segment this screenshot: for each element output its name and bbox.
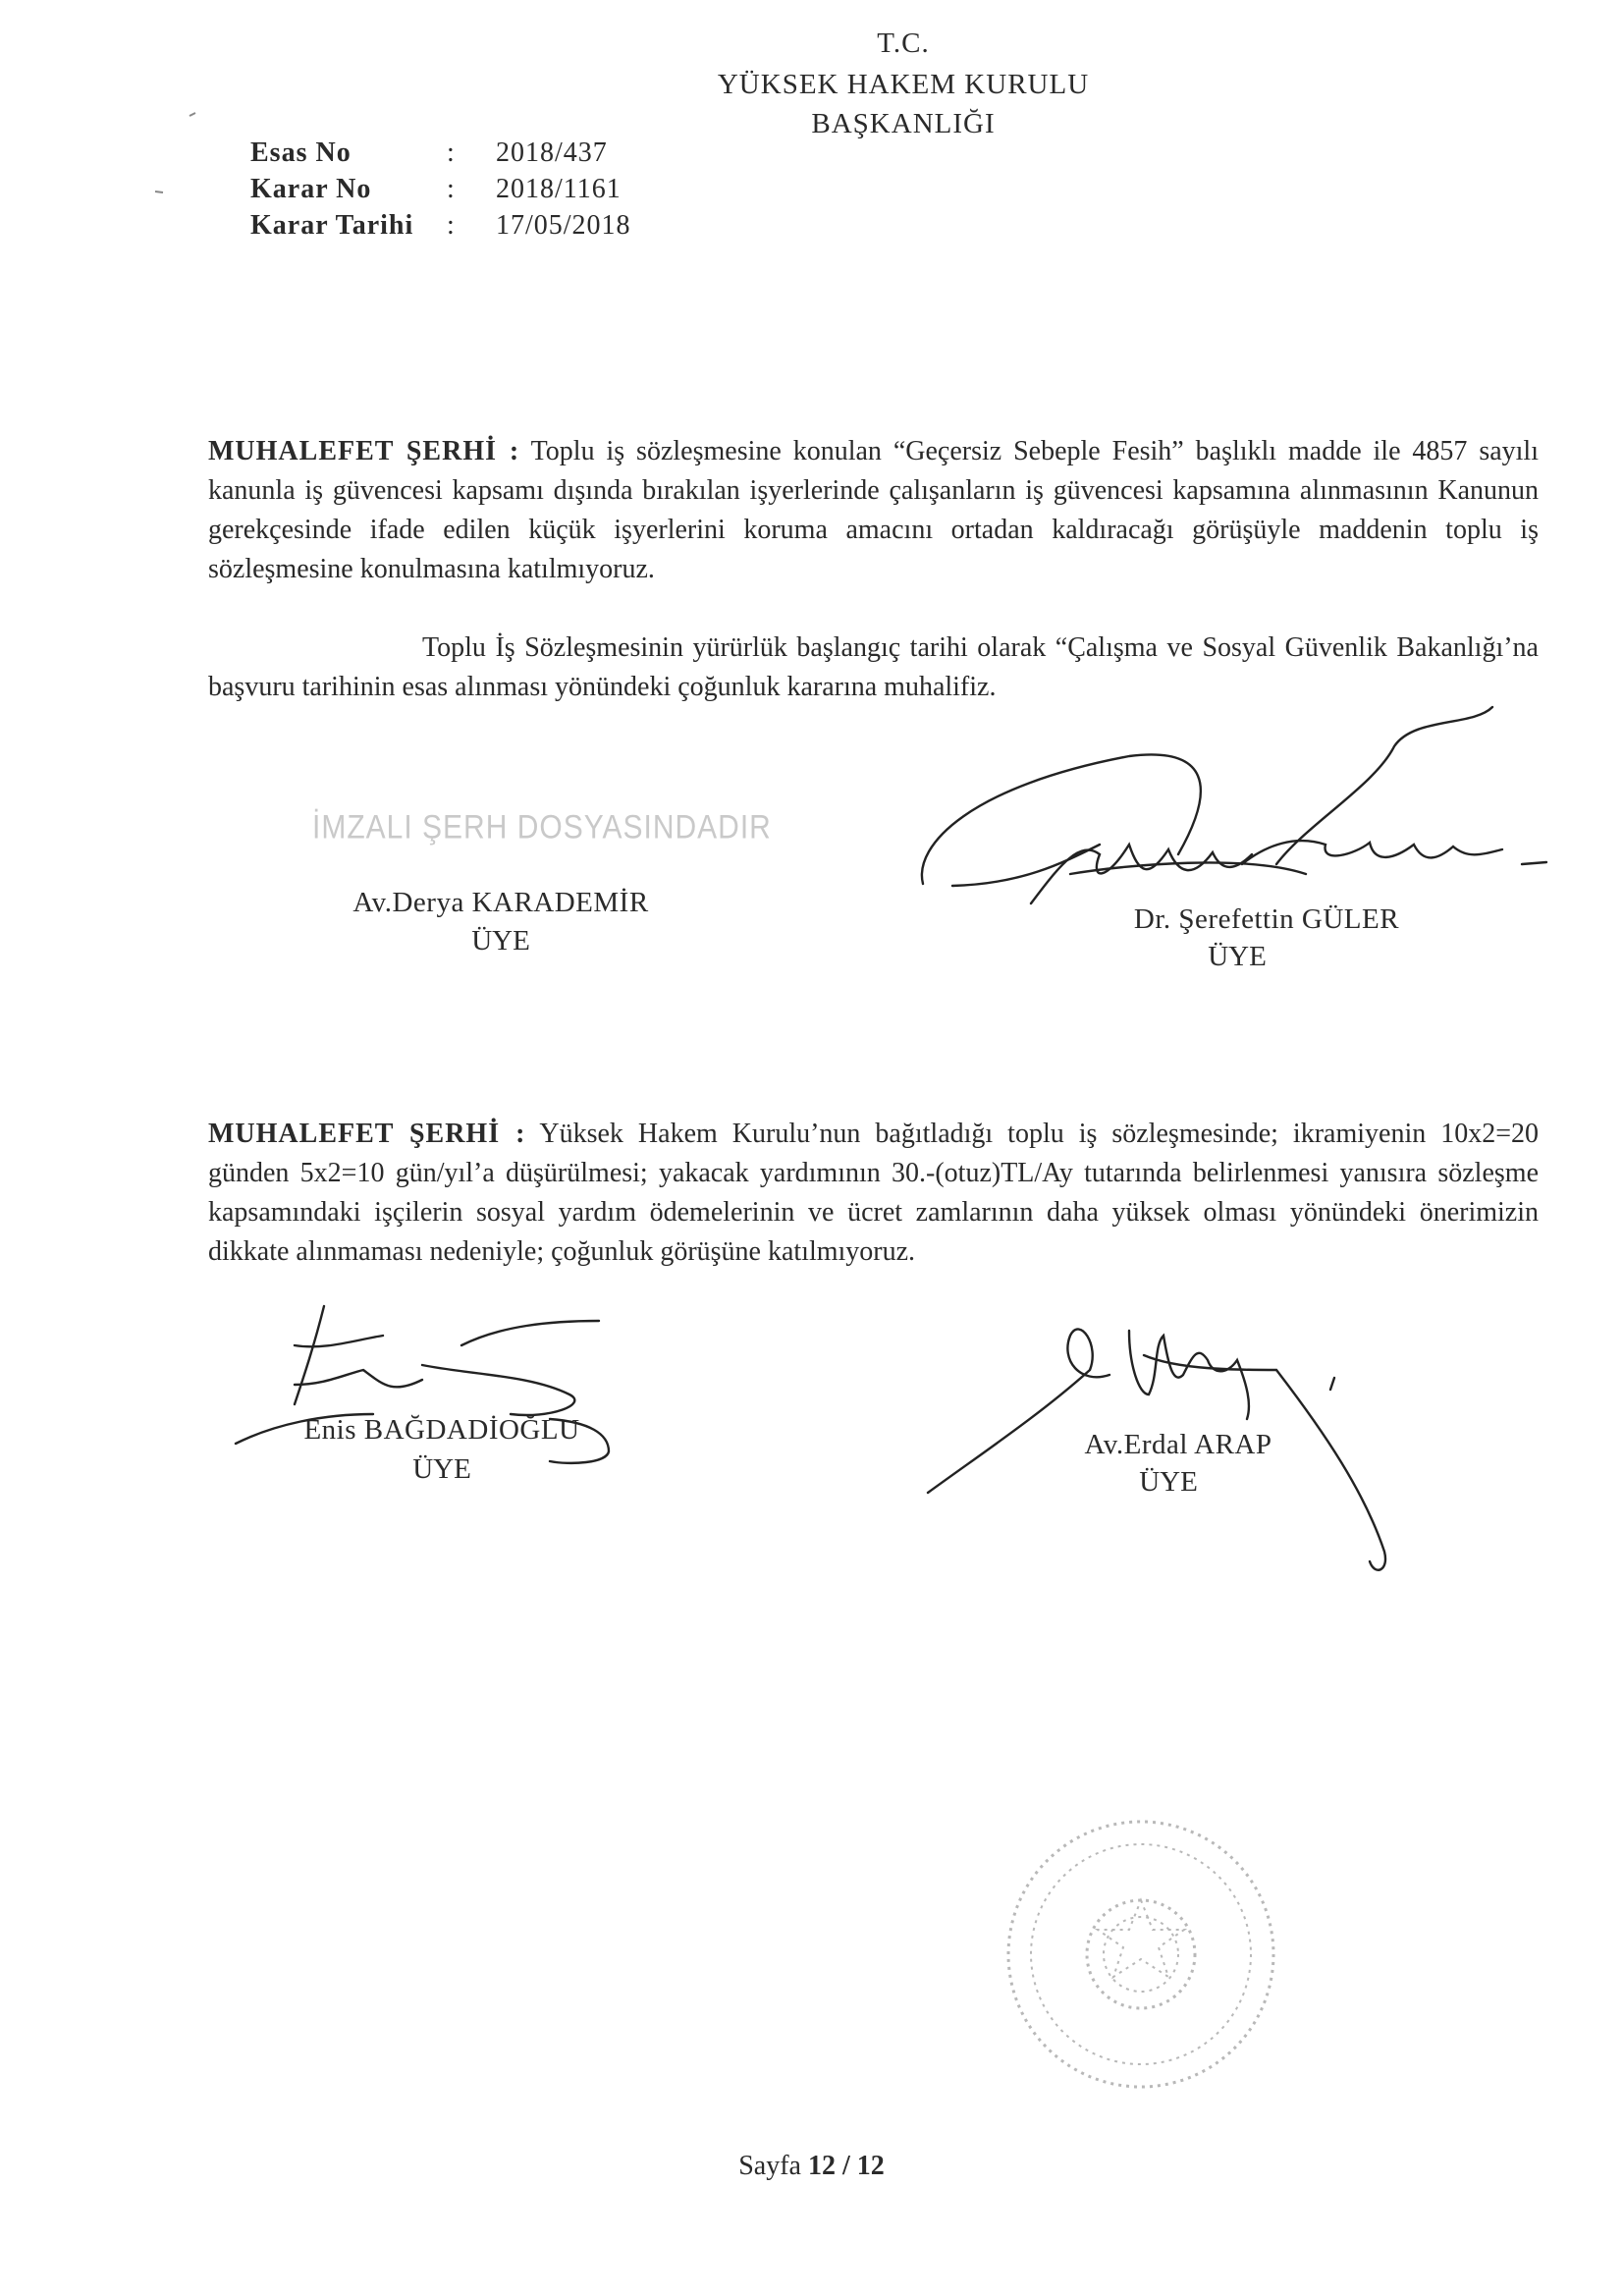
dissent-text: Yüksek Hakem Kurulu’nun bağıtladığı toplu iş sözleşmesinde; ikramiyenin 10x2=20 günden 5x2=10 gün/yıl’a düşürülmesi; yakacak yardımının 30.-(otuz)TL/Ay tutarında belirlenmesi yanısıra sözleşme kapsamındaki işçilerin sosyal yardım ödemelerinin ve ücret zamlarının daha yüksek olması yönündeki önerimizin dikkate alınmaması nedeniyle; çoğunluk görüşüne katılmıyoruz. [208,1119,1540,1267]
signature-guler-icon [922,707,1546,903]
meta-value: 2018/437 [496,137,608,168]
dissent-heading: MUHALEFET ŞERHİ : [208,436,520,466]
signatory-name: Dr. Şerefettin GÜLER [1133,903,1400,935]
meta-value: 2018/1161 [496,174,622,204]
meta-label: Karar Tarihi [250,210,414,241]
dissent-text: Toplu İş Sözleşmesinin yürürlük başlangıç tarihi olarak “Çalışma ve Sosyal Güvenlik Bakanlığı’na başvuru tarihinin esas alınması yönündeki çoğunluk kararına muhalifiz. [208,632,1539,702]
meta-value: 17/05/2018 [496,210,631,241]
signatory-role: ÜYE [412,1453,471,1485]
meta-colon: : [447,137,455,168]
signed-dissent-stamp: İMZALI ŞERH DOSYASINDADIR [312,808,772,847]
page-current: 12 [807,2151,836,2181]
meta-label: Karar No [250,174,372,204]
official-seal-icon [1008,1822,1273,2087]
signatory-name: Av.Derya KARADEMİR [352,887,649,918]
signatory-name: Enis BAĞDADİOĞLU [303,1414,580,1446]
header-tc: T.C. [877,27,930,59]
scan-mark-icon [189,113,195,116]
signatory-role: ÜYE [1208,941,1267,972]
signature-arap-icon [928,1329,1385,1569]
page-total: 12 [856,2151,885,2181]
header-presidency: BAŞKANLIĞI [811,108,996,139]
signature-bagdadioglu-icon [236,1306,609,1463]
signatory-name: Av.Erdal ARAP [1084,1429,1272,1460]
meta-label: Esas No [250,137,352,168]
meta-colon: : [447,174,455,204]
page-prefix: Sayfa [738,2151,801,2181]
dissent-heading: MUHALEFET ŞERHİ : [208,1119,526,1149]
page-separator: / [841,2151,850,2181]
dissent-text: Toplu iş sözleşmesine konulan “Geçersiz Sebeple Fesih” başlıklı madde ile 4857 sayılı kanunla iş güvencesi kapsamı dışında bırakılan işyerlerinde çalışanların iş güvencesi kapsamına alınmasının Kanunun gerekçesinde ifade edilen küçük işyerlerini koruma amacını ortadan kaldıracağı görüşüyle maddenin toplu iş sözleşmesine konulmasına katılmıyoruz. [208,436,1539,584]
signatory-role: ÜYE [1139,1466,1198,1498]
signatory-role: ÜYE [471,925,530,957]
header-institution: YÜKSEK HAKEM KURULU [717,69,1090,100]
meta-colon: : [447,210,455,241]
scan-mark-icon [155,191,163,192]
